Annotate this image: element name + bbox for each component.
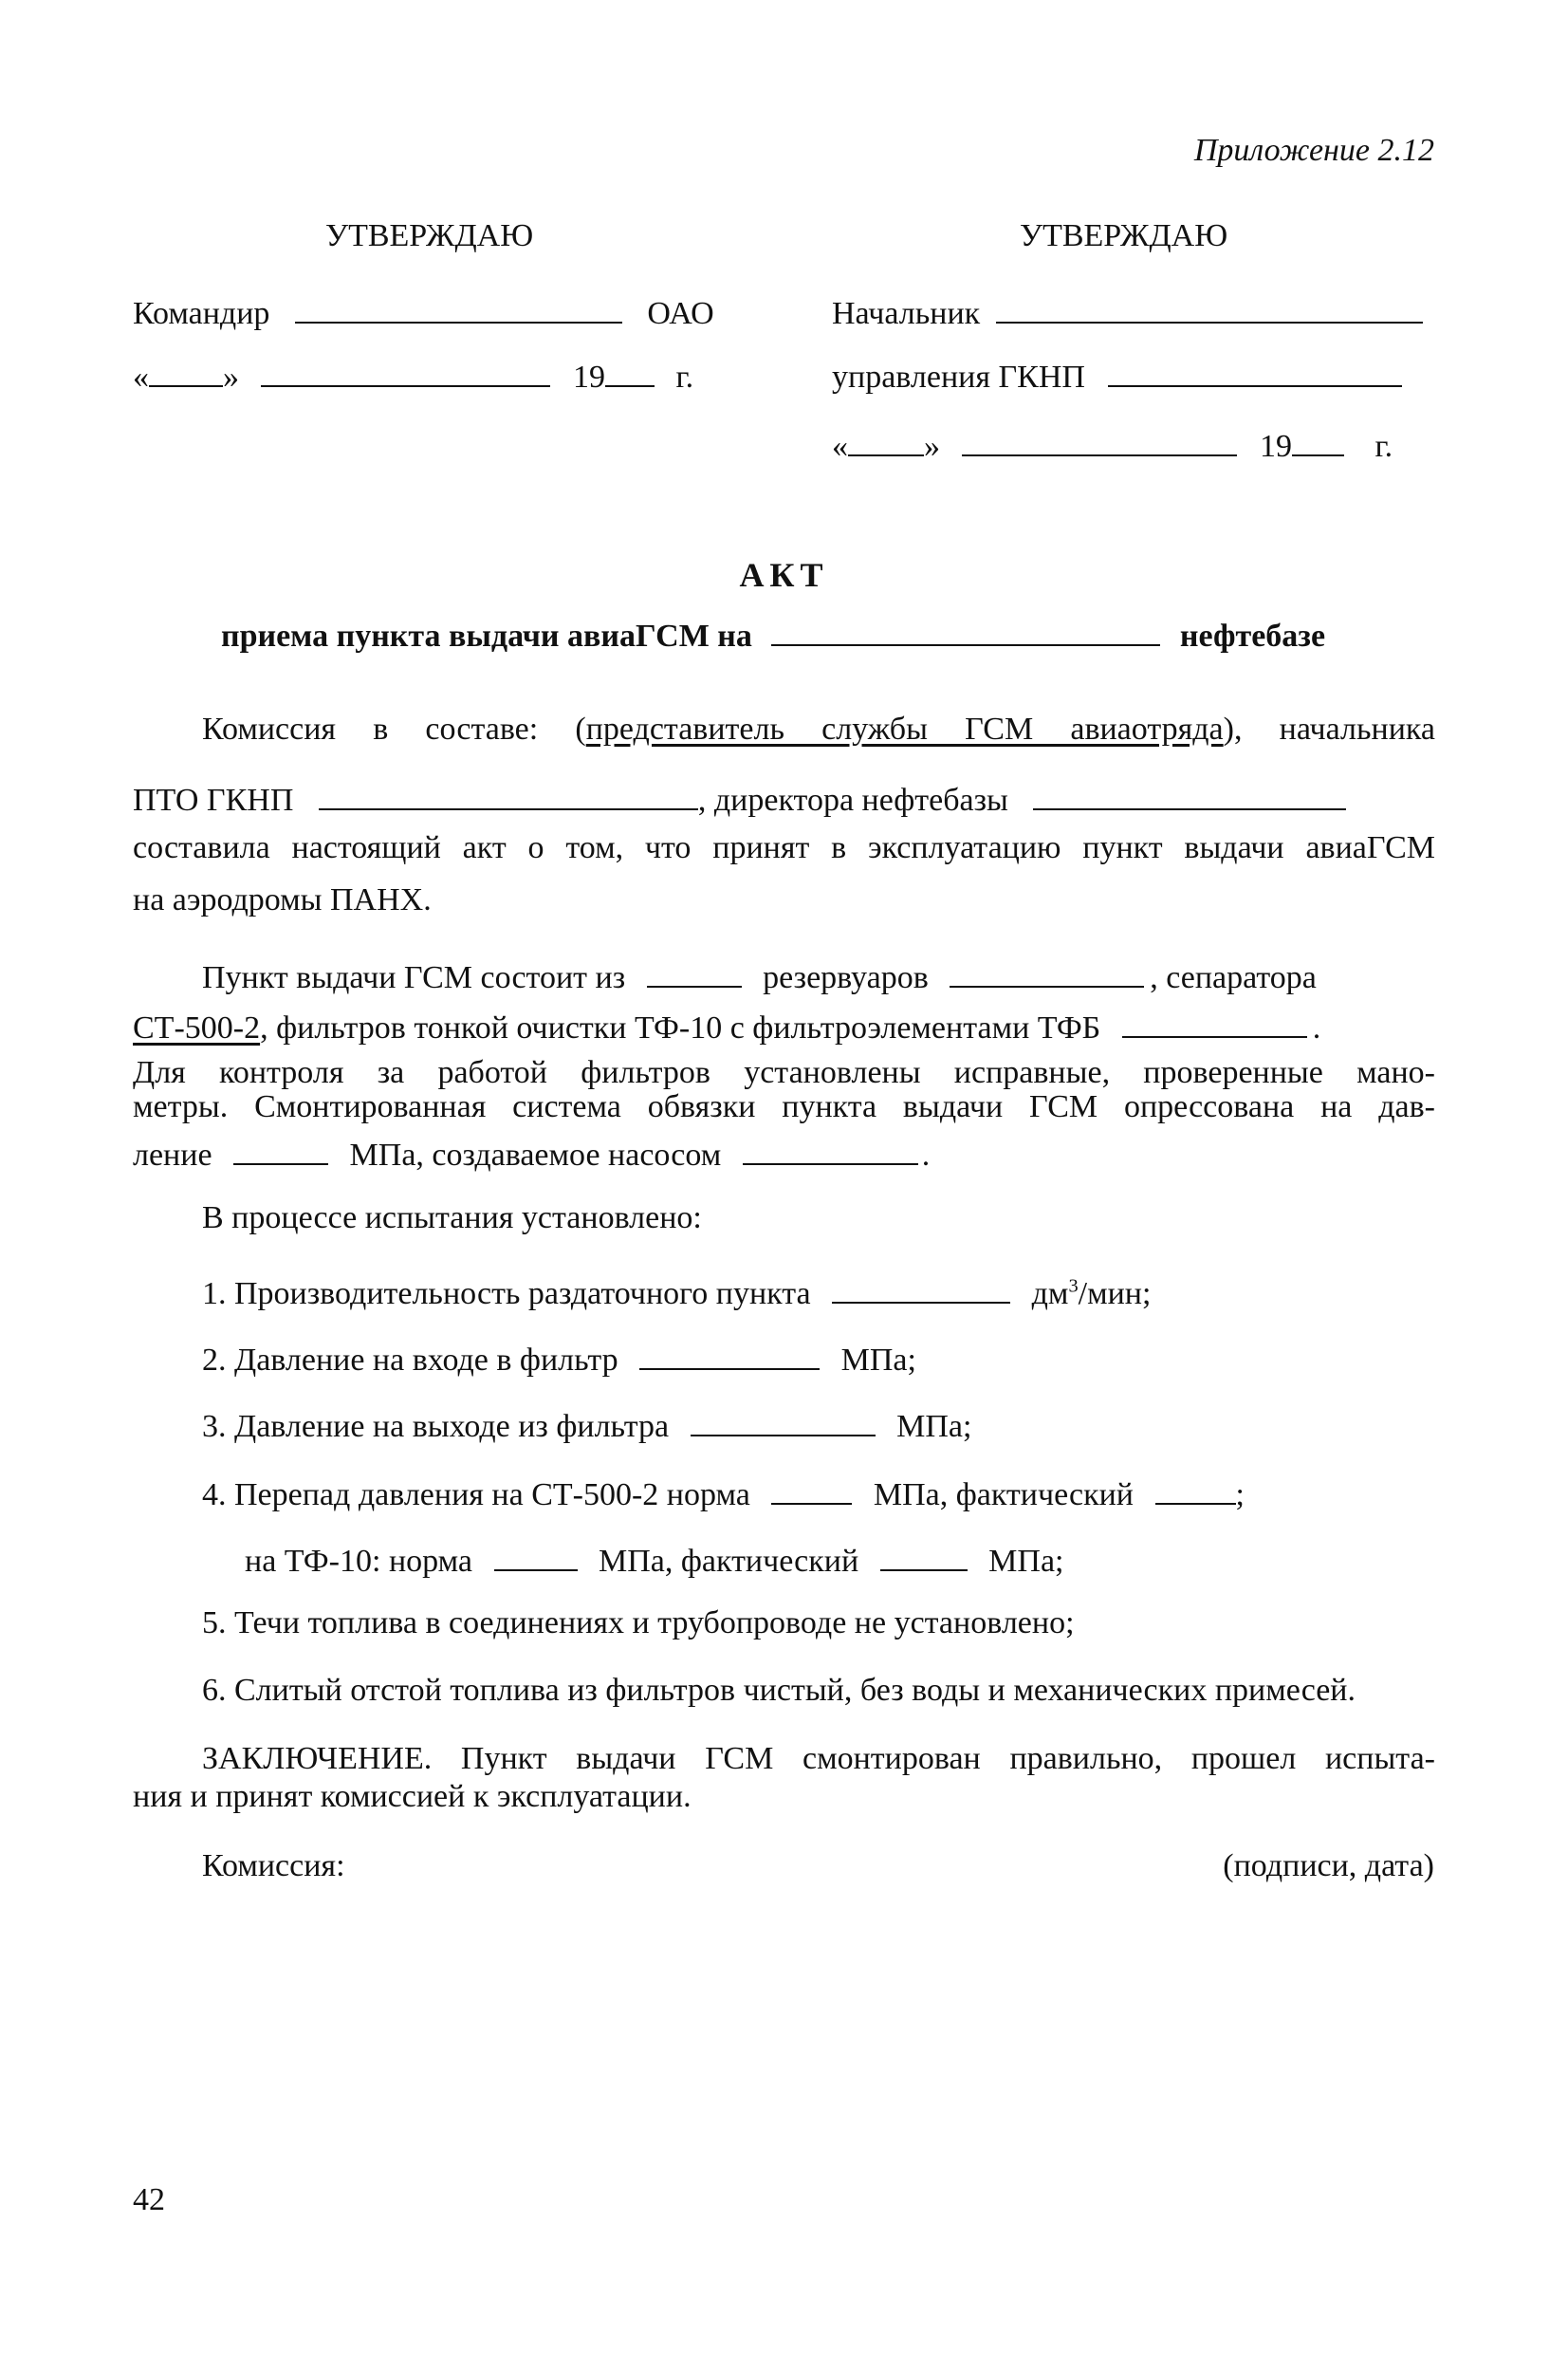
pressure-blank: [233, 1131, 328, 1165]
quote-close: »: [924, 429, 940, 464]
sep-actual-blank: [1155, 1471, 1236, 1505]
item-1-label: 1. Производительность раздаточного пункта: [202, 1276, 811, 1311]
filters-label: , фильтров тонкой очистки ТФ-10 с фильтроэлементами ТФБ: [260, 1010, 1101, 1046]
para2-line2: [133, 1004, 1320, 1047]
item-4-label: 4. Перепад давления на СТ-500-2 норма: [202, 1477, 750, 1512]
sep-norm-blank: [771, 1471, 852, 1505]
department-label: управления ГКНП: [832, 360, 1085, 395]
unit-exponent: 3: [1068, 1275, 1079, 1297]
year-blank: [1292, 422, 1344, 456]
chief-blank: [996, 289, 1423, 324]
para2-line1: [202, 954, 1317, 996]
year-prefix: 19: [1260, 429, 1292, 464]
para1-line1: [202, 712, 1435, 748]
tf-unit: МПа;: [988, 1544, 1064, 1579]
item-3: [202, 1402, 971, 1445]
commander-blank: [295, 289, 622, 324]
approve-right-date-line: [832, 422, 1393, 465]
separator-model: СТ-500-2: [133, 1010, 261, 1046]
unit-per-min: /мин;: [1078, 1276, 1152, 1311]
commander-label: Командир: [133, 296, 270, 331]
approve-left-heading: УТВЕРЖДАЮ: [325, 218, 534, 253]
day-blank: [149, 353, 223, 387]
item-4: [202, 1471, 1245, 1513]
month-blank: [261, 353, 550, 387]
oil-depot-blank: [771, 612, 1160, 646]
day-blank: [848, 422, 924, 456]
org-label: ОАО: [647, 296, 714, 331]
throughput-blank: [832, 1269, 1010, 1304]
semicolon: ;: [1235, 1477, 1245, 1512]
approve-left-date-line: [133, 353, 693, 396]
item-2-unit: МПа;: [840, 1343, 916, 1378]
tf-norm-blank: [494, 1537, 578, 1571]
subtitle-start: приема пункта выдачи авиаГСМ на: [221, 619, 752, 654]
composition-label: Пункт выдачи ГСМ состоит из: [202, 960, 626, 995]
inlet-pressure-blank: [639, 1336, 820, 1370]
para1-start: Комиссия в составе: (: [202, 712, 586, 747]
commission-representative: представитель службы ГСМ авиаотряда: [585, 712, 1224, 747]
tank-count-blank: [647, 954, 742, 988]
year-prefix: 19: [573, 360, 605, 395]
director-blank: [1033, 776, 1346, 810]
para1-line4: на аэродромы ПАНХ.: [133, 882, 432, 917]
signatures-label: (подписи, дата): [1223, 1848, 1434, 1883]
quote-open: «: [133, 360, 149, 395]
pto-label: ПТО ГКНП: [133, 783, 294, 818]
item-2: [202, 1336, 916, 1379]
sep-actual-label: МПа, фактический: [873, 1477, 1134, 1512]
para2-line5: [133, 1131, 930, 1174]
pump-blank: [743, 1131, 918, 1165]
separator-label: , сепаратора: [1150, 960, 1317, 995]
outlet-pressure-blank: [691, 1402, 876, 1436]
test-intro: В процессе испытания установлено:: [202, 1200, 702, 1235]
commission-label: Комиссия:: [202, 1848, 345, 1883]
item-3-unit: МПа;: [896, 1409, 972, 1444]
item-5: 5. Течи топлива в соединениях и трубопроводе не установлено;: [202, 1605, 1075, 1640]
unit-dm: дм: [1031, 1276, 1069, 1311]
chief-label: Начальник: [832, 296, 981, 331]
para1-line2: [133, 776, 1346, 819]
period: .: [1312, 1010, 1321, 1046]
tf-norm-label: на ТФ-10: норма: [245, 1544, 472, 1579]
period: .: [921, 1138, 931, 1173]
appendix-label: Приложение 2.12: [1193, 133, 1434, 168]
item-2-label: 2. Давление на входе в фильтр: [202, 1343, 618, 1378]
para1-after: ), начальника: [1223, 712, 1435, 747]
pto-blank: [319, 776, 698, 810]
item-1-unit: [1032, 1276, 1152, 1311]
pump-label: МПа, создаваемое насосом: [349, 1138, 722, 1173]
year-suffix: г.: [1374, 429, 1393, 464]
document-subtitle: [221, 612, 1325, 655]
item-3-label: 3. Давление на выходе из фильтра: [202, 1409, 670, 1444]
para1-line3: составила настоящий акт о том, что принят в эксплуатацию пункт выдачи авиаГСМ: [133, 830, 1435, 865]
quote-open: «: [832, 429, 848, 464]
approve-left-commander-line: [133, 289, 714, 332]
document-title: АКТ: [739, 556, 829, 594]
approve-right-dept-line: [832, 353, 1402, 396]
year-blank: [605, 353, 655, 387]
department-blank: [1108, 353, 1402, 387]
tf-actual-blank: [880, 1537, 968, 1571]
pressure-label: ление: [133, 1138, 212, 1173]
item-6: 6. Слитый отстой топлива из фильтров чистый, без воды и механических примесей.: [202, 1673, 1356, 1708]
para2-line3: Для контроля за работой фильтров установлены исправные, проверенные мано-: [133, 1055, 1435, 1090]
month-blank: [962, 422, 1237, 456]
conclusion-line1: ЗАКЛЮЧЕНИЕ. Пункт выдачи ГСМ смонтирован правильно, прошел испыта-: [202, 1741, 1435, 1776]
tanks-label: резервуаров: [763, 960, 929, 995]
page-number: 42: [133, 2182, 165, 2217]
tank-type-blank: [950, 954, 1144, 988]
approve-right-chief-line: [832, 289, 1423, 332]
subtitle-end: нефтебазе: [1179, 619, 1326, 654]
year-suffix: г.: [675, 360, 694, 395]
director-label: , директора нефтебазы: [697, 783, 1008, 818]
item-4b: [245, 1537, 1064, 1580]
quote-close: »: [223, 360, 239, 395]
conclusion-line2: ния и принят комиссией к эксплуатации.: [133, 1779, 692, 1814]
approve-right-heading: УТВЕРЖДАЮ: [1020, 218, 1228, 253]
para2-line4: метры. Смонтированная система обвязки пункта выдачи ГСМ опрессована на дав-: [133, 1089, 1435, 1124]
filter-element-blank: [1122, 1004, 1307, 1038]
item-1: [202, 1269, 1151, 1312]
tf-actual-label: МПа, фактический: [599, 1544, 859, 1579]
